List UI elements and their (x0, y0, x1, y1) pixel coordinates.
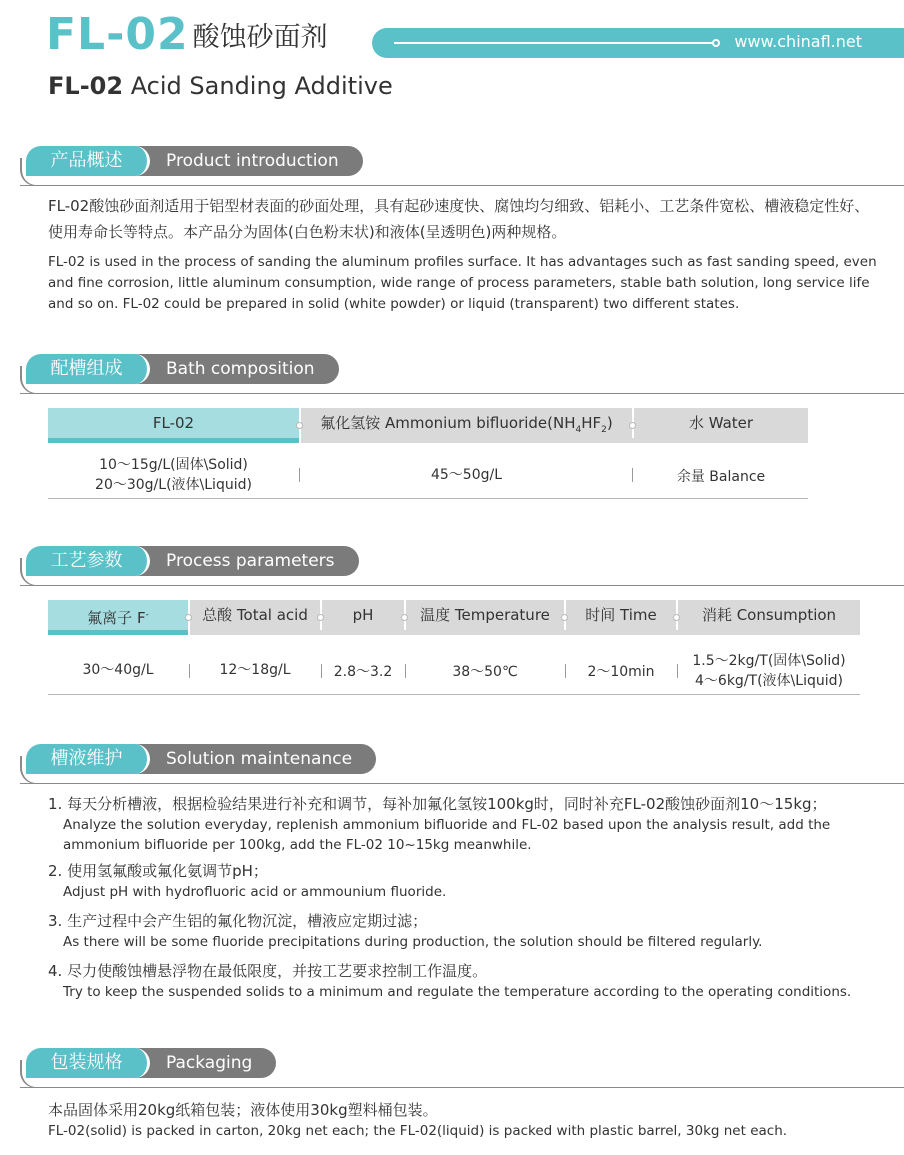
website-banner (372, 28, 904, 58)
table-cell: 2.8～3.2 (333, 664, 393, 680)
section-label-en: Product introduction (132, 146, 363, 176)
list-item: Try to keep the suspended solids to a minimum and regulate the temperature according to the operating conditions. (63, 984, 852, 1000)
section-header-bath (20, 354, 904, 394)
section-label-cn: 产品概述 (26, 146, 150, 176)
table-header-consumption: 消耗 Consumption (678, 600, 860, 630)
table-header-time: 时间 Time (566, 600, 676, 630)
section-header-packaging (20, 1048, 904, 1088)
process-parameters-table (48, 600, 860, 696)
section-label-en: Bath composition (132, 354, 339, 384)
banner-dot-icon (712, 39, 720, 47)
table-cell: 30～40g/L (82, 662, 154, 678)
table-cell: 10～15g/L(固体\Solid) 20～30g/L(液体\Liquid) (95, 457, 252, 493)
table-cell: 1.5～2kg/T(固体\Solid) 4～6kg/T(液体\Liquid) (692, 653, 846, 689)
table-header-fl02: FL-02 (48, 408, 299, 438)
product-code: FL-02 (46, 9, 189, 60)
product-name-cn: 酸蚀砂面剂 (192, 22, 328, 53)
divider-dot-icon (673, 614, 680, 621)
divider-dot-icon (296, 422, 303, 429)
list-item: 3. 生产过程中会产生铝的氟化物沉淀，槽液应定期过滤； (48, 912, 428, 930)
title-code: FL-02 (48, 72, 124, 100)
table-header-ammonium: 氟化氢铵 Ammonium $bifluoride(NH_4HF_2)$ (301, 408, 632, 438)
title-text: Acid Sanding Additive (130, 72, 393, 100)
packaging-text-cn: 本品固体采用20kg纸箱包装；液体使用30kg塑料桶包装。 (48, 1101, 438, 1119)
table-cell: 38～50℃ (452, 664, 518, 680)
list-item: Adjust pH with hydrofluoric acid or ammounium fluoride. (63, 884, 447, 900)
divider-dot-icon (629, 422, 636, 429)
section-label-en: Process parameters (132, 546, 359, 576)
banner-line (394, 42, 714, 44)
section-label-cn: 配槽组成 (26, 354, 150, 384)
website-url[interactable]: www.chinafl.net (734, 32, 862, 51)
packaging-text-en: FL-02(solid) is packed in carton, 20kg net each; the FL-02(liquid) is packed with plastic barrel, 30kg net each. (48, 1123, 788, 1139)
divider-dot-icon (185, 614, 192, 621)
intro-text-en: FL-02 is used in the process of sanding the aluminum profiles surface. It has advantages such as fast sanding speed, even and fine corrosion, little aluminum consumption, wide range of process parameters, stable bath solution, long service life and so on. FL-02 could be prepared in solid (white powder) or liquid (transparent) two different states. (48, 254, 877, 312)
product-brand (46, 10, 328, 60)
section-label-en: Solution maintenance (132, 744, 376, 774)
divider-dot-icon (317, 614, 324, 621)
list-item: As there will be some fluoride precipitations during production, the solution should be filtered regularly. (63, 934, 763, 950)
divider-dot-icon (401, 614, 408, 621)
product-title-en (48, 72, 393, 100)
section-header-intro (20, 146, 904, 186)
table-header-temperature: 温度 Temperature (406, 600, 564, 630)
list-item: 2. 使用氢氟酸或氟化氨调节pH； (48, 862, 268, 880)
section-label-cn: 包装规格 (26, 1048, 150, 1078)
list-item: Analyze the solution everyday, replenish ammonium bifluoride and FL-02 based upon the analysis result, add the ammonium bifluoride per 100kg, add the FL-02 10~15kg meanwhile. (63, 817, 831, 853)
table-cell: 45～50g/L (430, 467, 503, 483)
list-item: 4. 尽力使酸蚀槽悬浮物在最低限度，并按工艺要求控制工作温度。 (48, 962, 488, 980)
table-cell: 12～18g/L (219, 662, 291, 678)
table-cell: 2～10min (587, 664, 655, 680)
table-header-total-acid: 总酸 Total acid (190, 600, 320, 630)
section-label-cn: 槽液维护 (26, 744, 150, 774)
section-header-process (20, 546, 904, 586)
section-label-en: Packaging (132, 1048, 276, 1078)
table-header-water: 水 Water (634, 408, 808, 438)
list-item: 1. 每天分析槽液，根据检验结果进行补充和调节，每补加氟化氢铵100kg时，同时补充FL-02酸蚀砂面剂10～15kg； (48, 795, 827, 813)
intro-text-cn: FL-02酸蚀砂面剂适用于铝型材表面的砂面处理，具有起砂速度快、腐蚀均匀细致、铝耗小、工艺条件宽松、槽液稳定性好、使用寿命长等特点。本产品分为固体(白色粉末状)和液体(呈透明色)两种规格。 (48, 197, 870, 241)
section-label-cn: 工艺参数 (26, 546, 150, 576)
divider-dot-icon (561, 614, 568, 621)
table-cell: 余量 Balance (676, 469, 766, 485)
table-header-ph: pH (322, 600, 404, 630)
bath-composition-table (48, 408, 808, 500)
table-header-fluoride: 氟离子 F- (48, 600, 188, 630)
section-header-maintenance (20, 744, 904, 784)
